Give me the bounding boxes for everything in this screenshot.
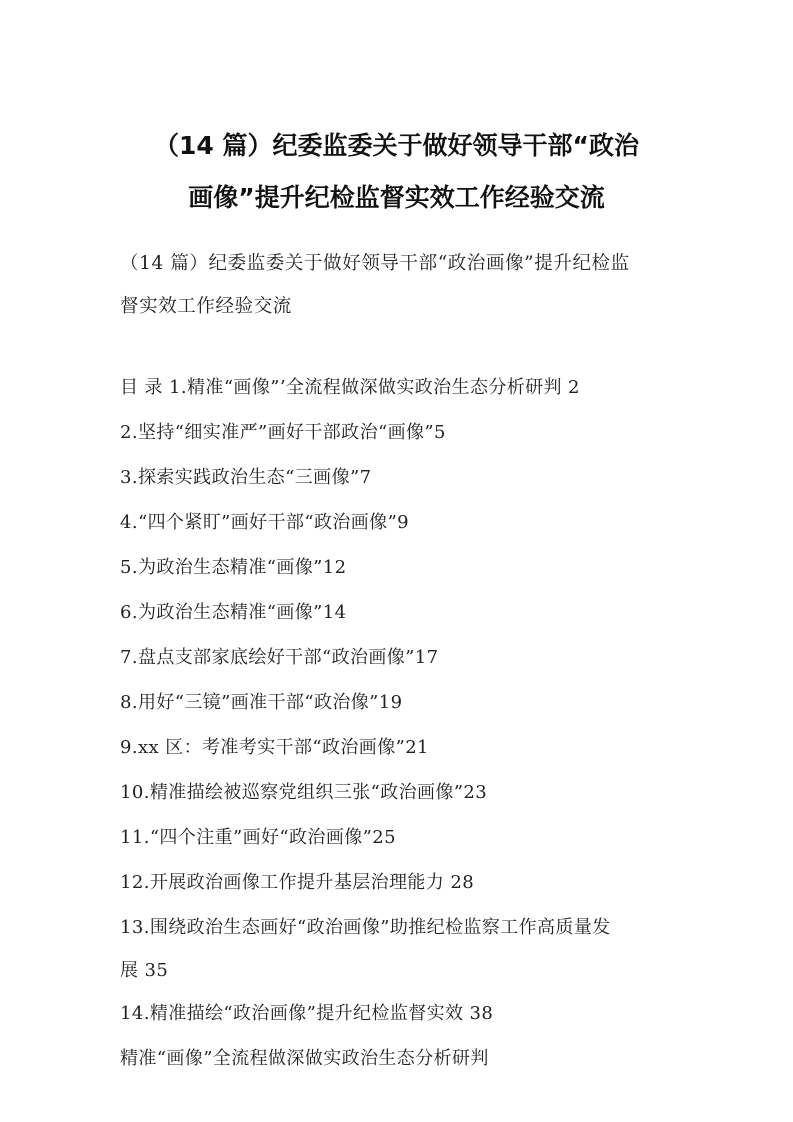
toc-entry: 11.“四个注重”画好“政治画像”25: [120, 827, 396, 848]
document-title-line-2: 画像”提升纪检监督实效工作经验交流: [188, 183, 605, 212]
body-heading: 精准“画像”全流程做深做实政治生态分析研判: [120, 1048, 489, 1069]
toc-entry: 14.精准描绘“政治画像”提升纪检监督实效 38: [120, 1003, 494, 1024]
toc-entry: 4.“四个紧盯”画好干部“政治画像”9: [120, 512, 410, 533]
toc-entry: 6.为政治生态精准“画像”14: [120, 602, 347, 623]
toc-entry: 目 录 1.精准“画像”’全流程做深做实政治生态分析研判 2: [120, 377, 580, 398]
toc-entry: 12.开展政治画像工作提升基层治理能力 28: [120, 872, 475, 893]
toc-entry: 7.盘点支部家底绘好干部“政治画像”17: [120, 647, 439, 668]
toc-entry: 8.用好“三镜”画准干部“政治像”19: [120, 692, 403, 713]
toc-entry: 2.坚持“细实准严”画好干部政治“画像”5: [120, 422, 446, 443]
document-title-line-1: （14 篇）纪委监委关于做好领导干部“政治: [154, 131, 639, 160]
toc-entry: 5.为政治生态精准“画像”12: [120, 557, 347, 578]
toc-entry: 3.探索实践政治生态“三画像”7: [120, 467, 372, 488]
toc-entry: 13.围绕政治生态画好“政治画像”助推纪检监察工作高质量发: [120, 917, 611, 938]
subtitle-line-1: （14 篇）纪委监委关于做好领导干部“政治画像”提升纪检监: [120, 253, 630, 274]
subtitle-line-2: 督实效工作经验交流: [120, 296, 292, 317]
toc-entry: 10.精准描绘被巡察党组织三张“政治画像”23: [120, 782, 488, 803]
toc-entry: 9.xx 区：考准考实干部“政治画像”21: [120, 737, 429, 758]
toc-entry-continuation: 展 35: [120, 960, 169, 981]
